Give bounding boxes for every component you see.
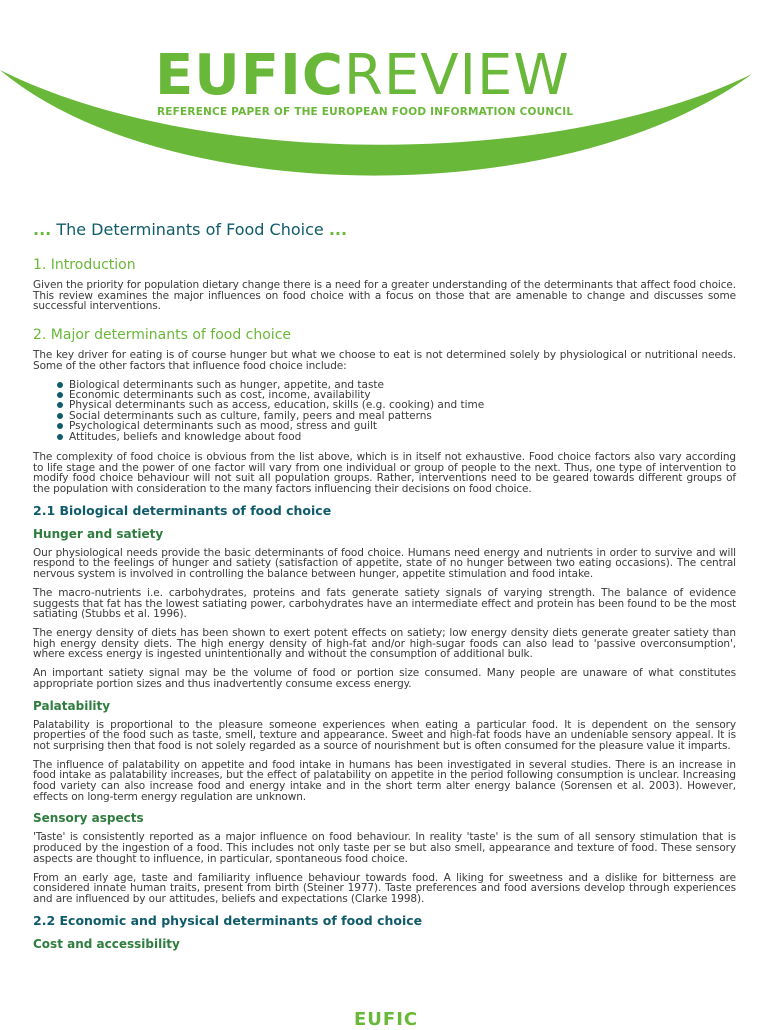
sensory-paragraph-2: From an early age, taste and familiarity influence behaviour towards food. A liking for sweetness and a dislike for bitterness are considered innate human traits, present from birth (Steiner 1977). Taste preferences and food aversions develop through experiences and are influenced by our attitudes, beliefs and expectations (Clarke 1998). — [33, 871, 736, 905]
complexity-paragraph: The complexity of food choice is obvious from the list above, which is in itself not exhaustive. Food choice factors also vary according to life stage and the power of one factor will vary from one individual or group of people to the next. Thus, one type of intervention to modify food choice behaviour will not suit all population groups. Rather, interventions need to be geared towards different groups of the population with consideration to the many factors influencing their decisions on food choice. — [33, 450, 736, 496]
bullet-icon — [57, 392, 63, 398]
major-determinants-paragraph: The key driver for eating is of course hunger but what we choose to eat is not determined solely by physiological or nutritional needs. Some of the other factors that influence food choice include: — [33, 349, 736, 372]
heading-hunger-satiety: Hunger and satiety — [33, 526, 164, 541]
article-body — [33, 218, 736, 958]
bullet-icon — [57, 423, 63, 429]
list-item — [57, 432, 736, 442]
brand-logo — [155, 44, 570, 108]
brand-bold: EUFIC — [155, 43, 344, 108]
palatability-paragraph-1: Palatability is proportional to the pleasure someone experiences when eating a particular food. It is dependent on the sensory properties of the food such as taste, smell, texture and appearance. Sweet and high-fat foods have an undeniable sensory appeal. It is not surprising then that food is not solely regarded as a source of nourishment but is often consumed for the pleasure value it imparts. — [33, 718, 736, 752]
list-item-text: Social determinants such as culture, family, peers and meal patterns — [69, 409, 432, 422]
subsection-heading-biological: 2.1 Biological determinants of food choice — [33, 502, 332, 518]
bullet-icon — [57, 413, 63, 419]
list-item-text: Physical determinants such as access, education, skills (e.g. cooking) and time — [69, 399, 485, 412]
heading-cost-accessibility: Cost and accessibility — [33, 936, 180, 951]
determinants-list — [33, 380, 736, 442]
title-suffix: ... — [328, 220, 348, 239]
hunger-paragraph-4: An important satiety signal may be the volume of food or portion size consumed. Many people are unaware of what constitutes appropriate portion sizes and thus inadvertently consume excess energy. — [33, 667, 736, 690]
sensory-paragraph-1: 'Taste' is consistently reported as a major influence on food behaviour. In reality 'taste' is the sum of all sensory stimulation that is produced by the ingestion of a food. This includes not only taste per se but also smell, appearance and texture of food. These sensory aspects are thought to influence, in particular, spontaneous food choice. — [33, 831, 736, 865]
heading-palatability: Palatability — [33, 698, 111, 713]
bullet-icon — [57, 402, 63, 408]
title-prefix: ... — [33, 220, 52, 239]
intro-paragraph: Given the priority for population dietary change there is a need for a greater understanding of the determinants that affect food choice. This review examines the major influences on food choice with a focus on those that are amenable to change and discusses some successful interventions. — [33, 279, 736, 313]
hunger-paragraph-1: Our physiological needs provide the basic determinants of food choice. Humans need energy and nutrients in order to survive and will respond to the feelings of hunger and satiety (satisfaction of appetite, state of no hunger between two eating occasions). The central nervous system is involved in controlling the balance between hunger, appetite stimulation and food intake. — [33, 546, 736, 581]
list-item-text: Biological determinants such as hunger, appetite, and taste — [69, 378, 384, 391]
list-item-text: Psychological determinants such as mood, stress and guilt — [69, 420, 378, 433]
list-item-text: Economic determinants such as cost, income, availability — [69, 388, 371, 401]
brand-light: REVIEW — [343, 43, 570, 108]
document-title — [33, 218, 736, 242]
section-heading-major-determinants: 2. Major determinants of food choice — [33, 327, 292, 344]
page-header — [0, 0, 768, 200]
hunger-paragraph-3: The energy density of diets has been shown to exert potent effects on satiety; low energy density diets generate greater satiety than high energy density diets. The high energy density of high-fat and/or high-sugar foods can also lead to 'passive overconsumption', where excess energy is ingested unintentionally and without the consumption of additional bulk. — [33, 626, 736, 661]
bullet-icon — [57, 382, 63, 388]
title-text: The Determinants of Food Choice — [56, 220, 324, 239]
header-tagline: REFERENCE PAPER OF THE EUROPEAN FOOD INFORMATION COUNCIL — [157, 106, 574, 118]
list-item-text: Attitudes, beliefs and knowledge about food — [69, 430, 302, 443]
subsection-heading-economic-physical: 2.2 Economic and physical determinants of food choice — [33, 912, 423, 928]
heading-sensory-aspects: Sensory aspects — [33, 811, 144, 826]
palatability-paragraph-2: The influence of palatability on appetite and food intake in humans has been investigated in several studies. There is an increase in food intake as palatability increases, but the effect of palatability on appetite in the period following consumption is unclear. Increasing food variety can also increase food and energy intake and in the short term alter energy balance (Sorensen et al. 2003). However, effects on long-term energy regulation are unknown. — [33, 758, 736, 803]
footer-logo: EUFIC — [354, 1009, 419, 1030]
section-heading-introduction: 1. Introduction — [33, 257, 136, 273]
bullet-icon — [57, 434, 63, 440]
hunger-paragraph-2: The macro-nutrients i.e. carbohydrates, proteins and fats generate satiety signals of varying strength. The balance of evidence suggests that fat has the lowest satiating power, carbohydrates have an intermediate effect and protein has been found to be the most satiating (Stubbs et al. 1996). — [33, 586, 736, 621]
